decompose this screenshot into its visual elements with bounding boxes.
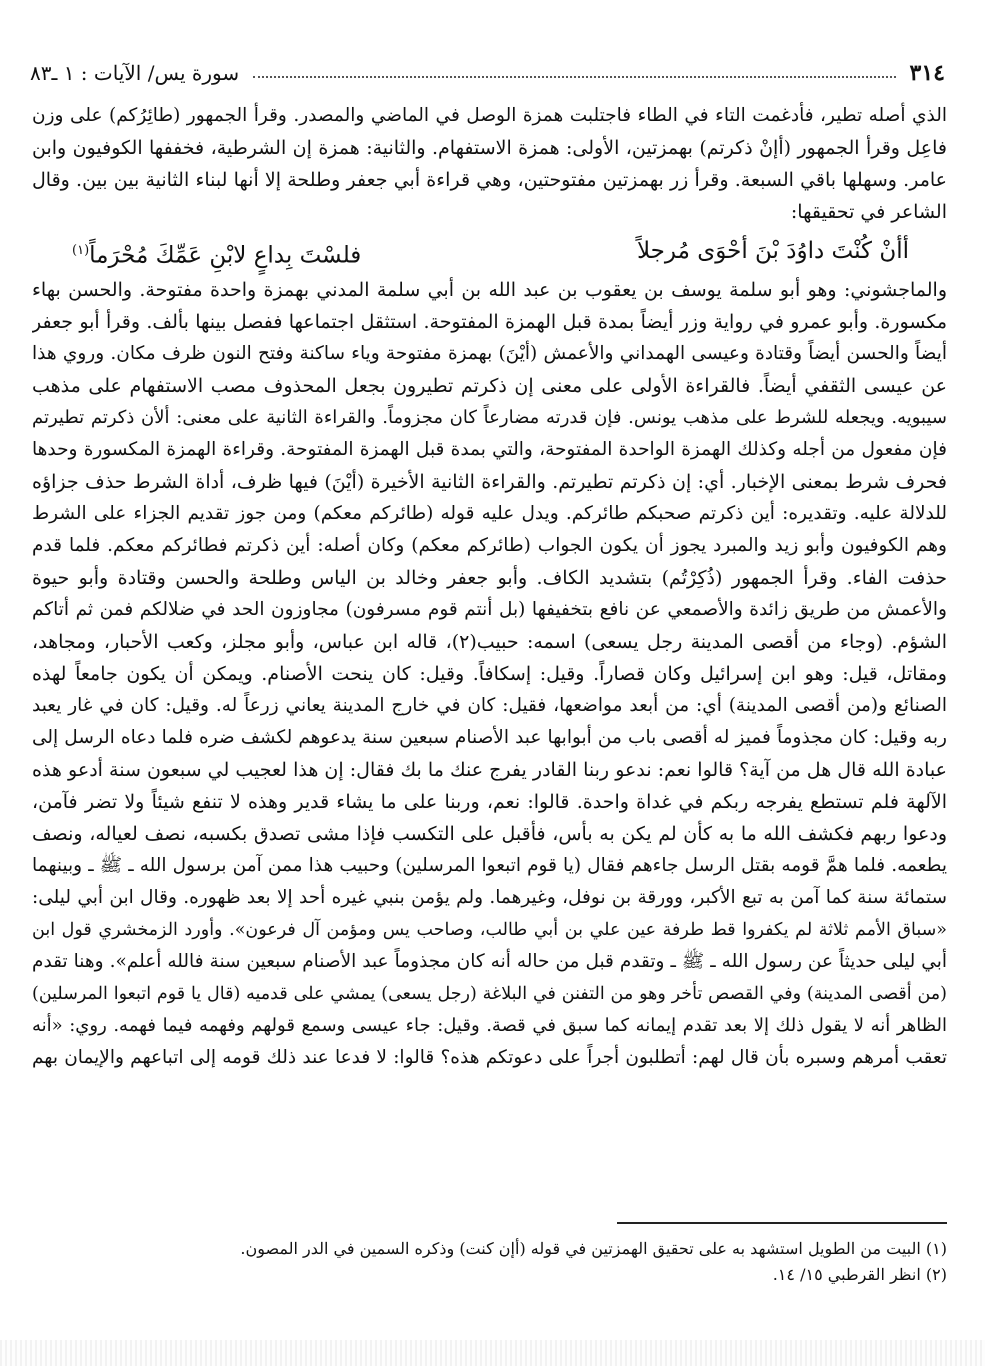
main-text bbox=[32, 100, 947, 1074]
verse-first-hemistich: أأنْ كُنْتَ داوُدَ بْنَ أحْوَى مُرجلاً bbox=[636, 238, 909, 264]
footnotes bbox=[32, 1236, 947, 1288]
text-line: الآلهة فلم تستطع يفرجه ربكم في غداة واحدة. قالوا: نعم، وربنا على ما يشاء قدير وهذه لا تنفع شيئاً ولا تضر فآمن، bbox=[32, 791, 947, 813]
text-line: وهم الكوفيون وأبو زيد والمبرد يجوز أن يكون الجواب (طائركم معكم) وكان أصله: أين ذكرتم فطائركم معكم. فلما قدم bbox=[32, 535, 947, 556]
text-line: «سباق الأمم ثلاثة لم يكفروا قط طرفة عين علي بن أبي طالب، وصاحب يس ومؤمن آل فرعون». وأورد الزمخشري قول ابن bbox=[32, 920, 947, 940]
text-line: مكسورة. وأبو عمرو في رواية وزر أيضاً بمدة قبل الهمزة المفتوحة. استثقل اجتماعها ففصل بينها بألف. وقرأ أبو جعفر bbox=[32, 311, 947, 333]
footnote-mark: (١) bbox=[72, 243, 90, 258]
text-line: الذي أصله تطير، فأدغمت التاء في الطاء فاجتلبت همزة الوصل في الماضي والمصدر. وقرأ الجمهور (طائِرُكم) على وزن bbox=[32, 105, 947, 126]
page-header bbox=[30, 58, 945, 88]
text-line: أبي ليلى حديثاً عن رسول الله ـ ﷺ ـ وتقدم قبل من حاله أنه كان مجذوماً عبد الأصنام سبعين سنة فالله أعلم». وهنا تقدم bbox=[32, 951, 947, 972]
text-line: فإن مفعول من أجله وكذلك الهمزة الواحدة المفتوحة، والتي بمدة قبل الهمزة المفتوحة. وقراءة الهمزة المكسورة وحدها bbox=[32, 439, 947, 460]
page-number: ٣١٤ bbox=[909, 60, 945, 86]
footnote-separator bbox=[617, 1222, 947, 1224]
text-line: حذفت الفاء. وقرأ الجمهور (ذُكِرْتُم) بتشديد الكاف. وأبو جعفر وخالد بن الياس وطلحة والحسن وقتادة وأبو حيوة bbox=[32, 567, 947, 589]
text-line: عن عيسى الثقفي أيضاً. فالقراءة الأولى على معنى إن ذكرتم تطيرون بجعل المحذوف مصب الاستفهام على مذهب bbox=[32, 375, 947, 397]
text-line: الصنائع و(من أقصى المدينة) أي: من أبعد مواضعها، فقيل: كان في خارج المدينة يعاني زرعاً له. وقيل: كان في غار يعبد bbox=[32, 695, 947, 716]
text-line: (من أقصى المدينة) وفي القصص تأخر وهو من التفنن في البلاغة (رجل يسعى) يمشي على قدميه (قال يا قوم اتبعوا المرسلين) bbox=[32, 984, 947, 1004]
text-line: فحرف شرط بمعنى الإخبار. أي: إن ذكرتم تطيرتم. والقراءة الثانية الأخيرة (أيْنَ) فيها ظرف، أداة الشرط حذف جزاؤه bbox=[32, 471, 947, 493]
running-title: سورة يس/ الآيات : ١ ـ٨٣ bbox=[30, 61, 240, 85]
footnote-1: (١) البيت من الطويل استشهد به على تحقيق الهمزتين في قوله (أإن كنت) وذكره السمين في الدر المصون. bbox=[240, 1239, 947, 1258]
text-line: الشؤم. (وجاء من أقصى المدينة رجل يسعى) اسمه: حبيب(٢)، قاله ابن عباس، وأبو مجلز، وكعب الأحبار، ومجاهد، bbox=[32, 631, 947, 653]
text-line: للدلالة عليه. وتقديره: أين ذكرتم صحبكم طائركم. ويدل عليه قوله (طائركم معكم) ومن جوز تقديم الجزاء على الشرط bbox=[32, 503, 947, 524]
text-line: تعقب أمرهم وسبره بأن قال لهم: أتطلبون أجراً على دعوتكم هذه؟ قالوا: لا فدعا عند ذلك قومه إلى اتباعهم والإيمان بهم bbox=[32, 1047, 947, 1068]
text-line: ربه وقيل: كان مجذوماً فميز له أقصى باب من أبوابها عبد الأصنام سبعين سنة يدعوهم لكشف ضره فلما دعاه الرسل إلى bbox=[32, 727, 947, 748]
text-line: عبادة الله قال هل من آية؟ قالوا نعم: ندعو ربنا القادر يفرج عنك ما بك فقال: إن هذا لعجيب لي سبعون سنة أدعو هذه bbox=[32, 759, 947, 781]
poetry-verse bbox=[32, 228, 947, 274]
text-line: فاعِل وقرأ الجمهور (أإنْ ذكرتم) بهمزتين، الأولى: همزة الاستفهام. والثانية: همزة إن الشرطية، فخففها الكوفيون وابن bbox=[32, 137, 947, 159]
text-line: ستمائة سنة كما آمن به تبع الأكبر، وورقة بن نوفل، وغيرهما. ولم يؤمن بنبي غيره أحد إلا بعد ظهوره. وقال ابن أبي ليلى: bbox=[32, 887, 947, 908]
footnote-2: (٢) انظر القرطبي ١٥/ ١٤. bbox=[772, 1265, 947, 1284]
text-line: يطعمه. فلما همَّ قومه بقتل الرسل جاءهم فقال (يا قوم اتبعوا المرسلين) وحبيب هذا ممن آمن برسول الله ـ ﷺ ـ وبينهما bbox=[32, 855, 947, 876]
text-line: والأعمش من طريق زائدة والأصمعي عن نافع بتخفيفها (بل أنتم قوم مسرفون) مجاوزون الحد في ضلالكم فمن ثم أتاكم bbox=[32, 599, 947, 620]
text-line: الشاعر في تحقيقها: bbox=[790, 201, 947, 223]
text-line: الظاهر أنه لا يقول ذلك إلا بعد تقدم إيمانه كما سبق في قصة. وقيل: جاء عيسى وسمع قولهم وفهمه فيما فهمه. روي: «أنه bbox=[32, 1015, 947, 1036]
scan-edge-noise bbox=[0, 1340, 985, 1366]
text-line: سيبويه. ويجعله للشرط على مذهب يونس. فإن قدرته مضارعاً كان مجزوماً. والقراءة الثانية على معنى: ألأن ذكرتم تطيرتم bbox=[32, 407, 947, 428]
text-line: ومقاتل، قيل: وهو ابن إسرائيل وكان قصاراً. وقيل: إسكافاً. وقيل: كان ينحت الأصنام. ويمكن أن يكون جامعاً لهذه bbox=[32, 663, 947, 685]
text-line: ودعوا ربهم فكشف الله ما به كأن لم يكن به بأس، فأقبل على التكسب فإذا مشى تصدق بكسبه، نصف لعياله، ونصف bbox=[32, 823, 947, 845]
text-line: أيضاً والحسن أيضاً وقتادة وعيسى الهمداني والأعمش (أيْنَ) بهمزة مفتوحة وياء ساكنة وفتح النون ظرف مكان. وروي هذا bbox=[32, 343, 947, 364]
header-dotted-leader bbox=[253, 76, 895, 78]
verse-second-hemistich: فلسْتَ بِداعٍ لابْنِ عَمِّكَ مُحْرَماً$^{(١)}$ bbox=[72, 242, 362, 269]
text-line: والماجشوني: وهو أبو سلمة يوسف بن يعقوب بن عبد الله بن أبي سلمة المدني بهمزة واحدة مفتوحة. والحسن بهاء bbox=[32, 279, 947, 301]
text-line: عامر. وسهلها باقي السبعة. وقرأ زر بهمزتين مفتوحتين، وهي قراءة أبي جعفر وطلحة إلا أنها لبناء الثانية بين بين. وقال bbox=[32, 169, 947, 191]
